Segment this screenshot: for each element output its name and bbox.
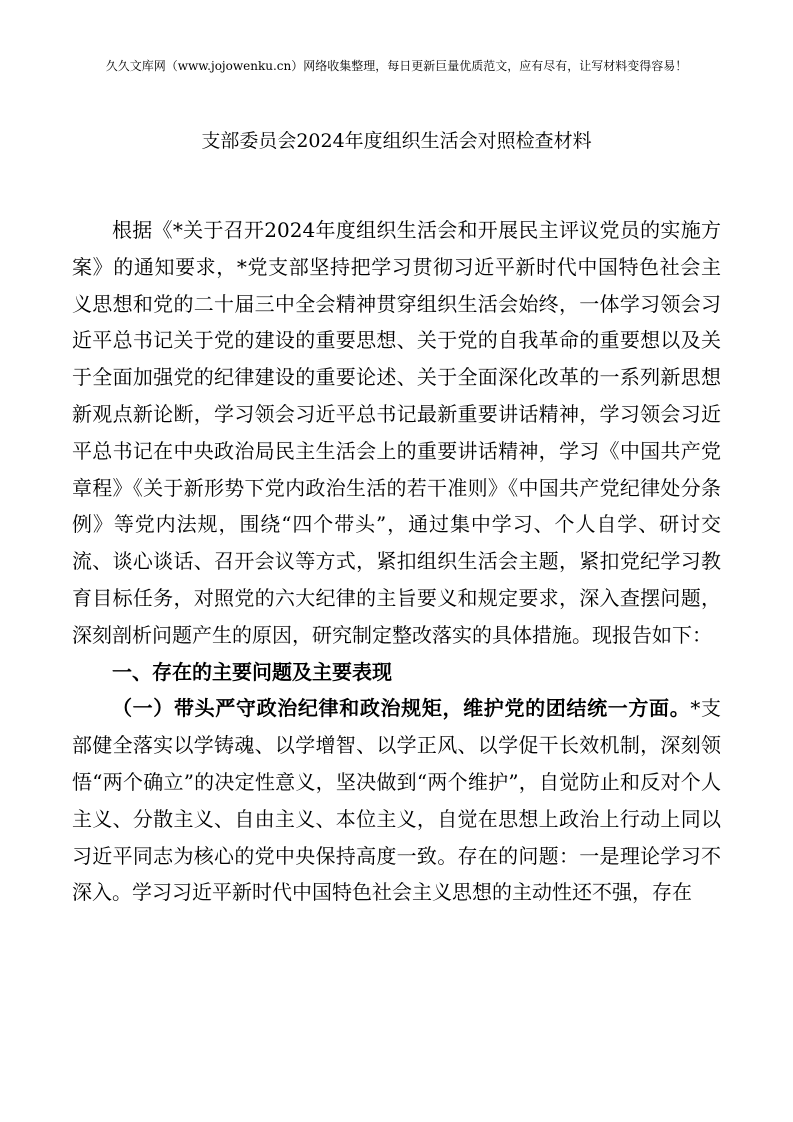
section-heading: 一、存在的主要问题及主要表现 — [112, 659, 392, 684]
header-note: 久久文库网（www.jojowenku.cn）网络收集整理，每日更新巨量优质范文，应有尽有，让写材料变得容易！ — [105, 59, 688, 73]
intro-paragraph: 根据《*关于召开2024年度组织生活会和开展民主评议党员的实施方案》的通知要求，*党支部坚持把学习贯彻习近平新时代中国特色社会主义思想和党的二十届三中全会精神贯穿组织生活会始终，一体学习领会习近平总书记关于党的建设的重要思想、关于党的自我革命的重要想以及关于全面加强党的纪律建设的重要论述、关于全面深化改革的一系列新思想新观点新论断，学习领会习近平总书记最新重要讲话精神，学习领会习近平总书记在中央政治局民主生活会上的重要讲话精神，学习《中国共产党章程》《关于新形势下党内政治生活的若干准则》《中国共产党纪律处分条例》等党内法规，围绕“四个带头”，通过集中学习、个人自学、研讨交流、谈心谈话、召开会议等方式，紧扣组织生活会主题，紧扣党纪学习教育目标任务，对照党的六大纪律的主旨要义和规定要求，深入查摆问题，深刻剖析问题产生的原因，研究制定整改落实的具体措施。现报告如下： — [72, 218, 721, 647]
subsection-heading: （一）带头严守政治纪律和政治规矩，维护党的团结统一方面。 — [112, 696, 691, 721]
document-title: 支部委员会2024年度组织生活会对照检查材料 — [201, 130, 592, 152]
subsection-paragraph — [72, 690, 721, 911]
document-body — [72, 212, 721, 911]
subsection-text: *支部健全落实以学铸魂、以学增智、以学正风、以学促干长效机制，深刻领悟“两个确立”的决定性意义，坚决做到“两个维护”，自觉防止和反对个人主义、分散主义、自由主义、本位主义，自觉在思想上政治上行动上同以习近平同志为核心的党中央保持高度一致。存在的问题：一是理论学习不深入。学习习近平新时代中国特色社会主义思想的主动性还不强，存在 — [72, 696, 722, 905]
